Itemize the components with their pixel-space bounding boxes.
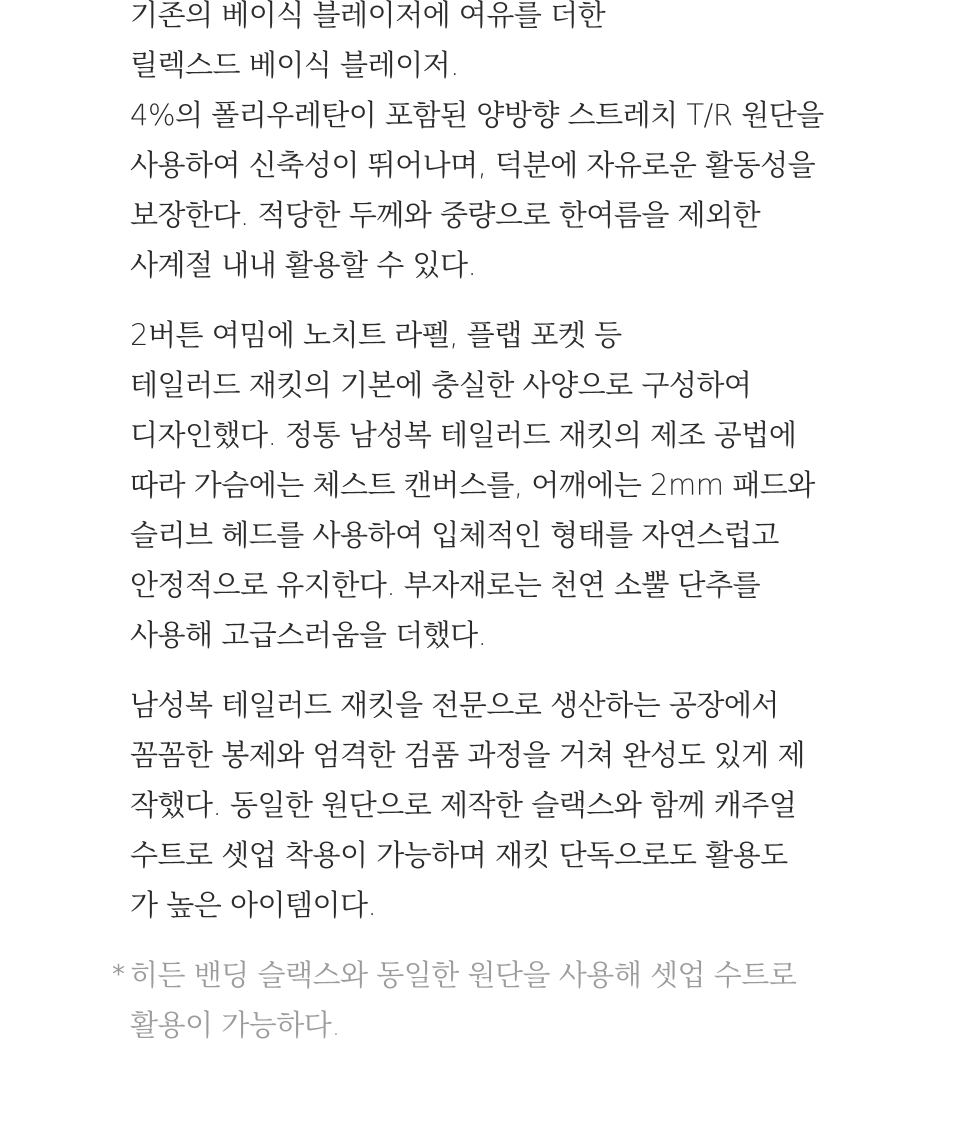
paragraph-line: 기존의 베이식 블레이저에 여유를 더한 xyxy=(130,0,606,32)
paragraph-line: 테일러드 재킷의 기본에 충실한 사양으로 구성하여 xyxy=(130,368,752,402)
description-paragraph-1 xyxy=(130,0,890,290)
paragraph-spacer xyxy=(130,930,890,950)
footnote-line: 활용이 가능하다. xyxy=(130,1008,341,1042)
paragraph-line: 디자인했다. 정통 남성복 테일러드 재킷의 제조 공법에 xyxy=(130,418,797,452)
paragraph-line: 작했다. 동일한 원단으로 제작한 슬랙스와 함께 캐주얼 xyxy=(130,788,797,822)
paragraph-line: 꼼꼼한 봉제와 엄격한 검품 과정을 거쳐 완성도 있게 제 xyxy=(130,738,806,772)
product-description xyxy=(112,0,890,1050)
footnote-line: 히든 밴딩 슬랙스와 동일한 원단을 사용해 셋업 수트로 xyxy=(130,958,797,992)
paragraph-line: 슬리브 헤드를 사용하여 입체적인 형태를 자연스럽고 xyxy=(130,518,779,552)
paragraph-line: 따라 가슴에는 체스트 캔버스를, 어깨에는 2mm 패드와 xyxy=(130,468,815,502)
paragraph-line: 4%의 폴리우레탄이 포함된 양방향 스트레치 T/R 원단을 xyxy=(130,98,824,132)
paragraph-line: 안정적으로 유지한다. 부자재로는 천연 소뿔 단추를 xyxy=(130,568,761,602)
footnote xyxy=(112,950,890,1050)
paragraph-line: 남성복 테일러드 재킷을 전문으로 생산하는 공장에서 xyxy=(130,688,779,722)
paragraph-line: 사계절 내내 활용할 수 있다. xyxy=(130,248,477,282)
description-paragraph-3 xyxy=(130,680,890,930)
description-paragraph-2 xyxy=(130,310,890,660)
paragraph-line: 보장한다. 적당한 두께와 중량으로 한여름을 제외한 xyxy=(130,198,761,232)
footnote-marker: * xyxy=(112,960,125,990)
paragraph-line: 릴렉스드 베이식 블레이저. xyxy=(130,48,459,82)
paragraph-line: 수트로 셋업 착용이 가능하며 재킷 단독으로도 활용도 xyxy=(130,838,788,872)
paragraph-line: 가 높은 아이템이다. xyxy=(130,888,377,922)
paragraph-spacer xyxy=(130,290,890,310)
paragraph-spacer xyxy=(130,660,890,680)
paragraph-line: 2버튼 여밈에 노치트 라펠, 플랩 포켓 등 xyxy=(130,318,622,352)
paragraph-line: 사용해 고급스러움을 더했다. xyxy=(130,618,487,652)
paragraph-line: 사용하여 신축성이 뛰어나며, 덕분에 자유로운 활동성을 xyxy=(130,148,816,182)
